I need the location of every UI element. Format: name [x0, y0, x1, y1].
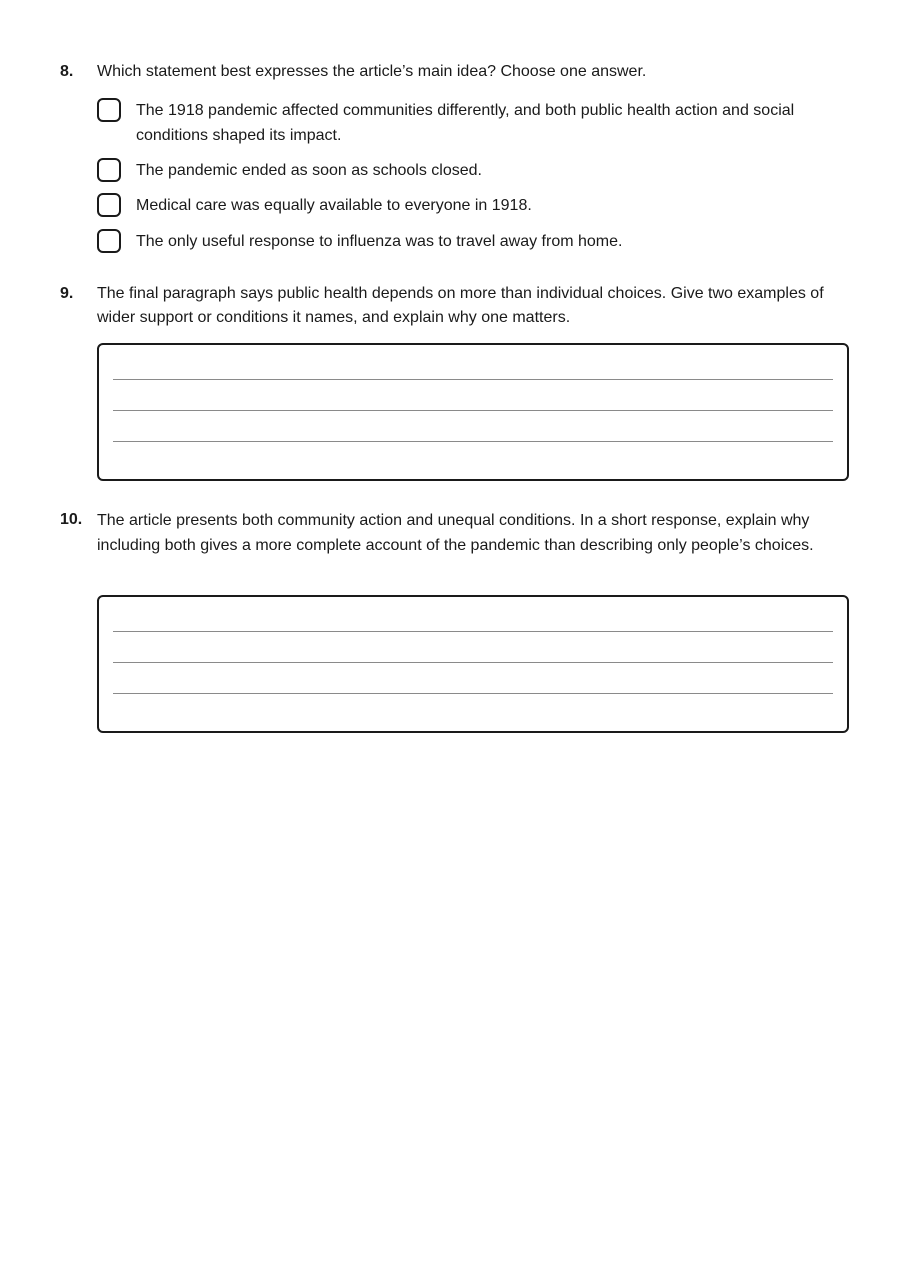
answer-option-2[interactable] — [97, 158, 849, 184]
answer-option-1[interactable] — [97, 98, 849, 148]
writing-line — [113, 410, 833, 411]
question-prompt: The article presents both community action and unequal conditions. In a short response, explain why including both gives a more complete account of the pandemic than describing only people’s choices. — [97, 512, 814, 554]
option-label: The 1918 pandemic affected communities differently, and both public health action and social conditions shaped its impact. — [136, 102, 795, 144]
question-number: 8. — [60, 63, 74, 80]
writing-line — [113, 662, 833, 663]
writing-line — [113, 631, 833, 632]
option-label: The only useful response to influenza was to travel away from home. — [136, 233, 623, 250]
checkbox[interactable] — [97, 158, 121, 182]
answer-box[interactable] — [97, 595, 849, 733]
question-number: 10. — [60, 511, 83, 528]
answer-option-4[interactable] — [97, 229, 849, 255]
question-10 — [60, 508, 850, 738]
question-prompt: Which statement best expresses the article’s main idea? Choose one answer. — [97, 63, 647, 80]
answer-box[interactable] — [97, 343, 849, 481]
writing-line — [113, 693, 833, 694]
writing-line — [113, 379, 833, 380]
answer-option-3[interactable] — [97, 193, 849, 219]
checkbox[interactable] — [97, 193, 121, 217]
question-prompt: The final paragraph says public health depends on more than individual choices. Give two examples of wider support or conditions it names, and explain why one matters. — [97, 285, 824, 326]
question-number: 9. — [60, 285, 74, 302]
question-8 — [60, 60, 850, 260]
question-9 — [60, 282, 850, 482]
checkbox[interactable] — [97, 229, 121, 253]
writing-line — [113, 441, 833, 442]
checkbox[interactable] — [97, 98, 121, 122]
option-label: The pandemic ended as soon as schools closed. — [136, 162, 482, 179]
option-label: Medical care was equally available to everyone in 1918. — [136, 197, 532, 214]
